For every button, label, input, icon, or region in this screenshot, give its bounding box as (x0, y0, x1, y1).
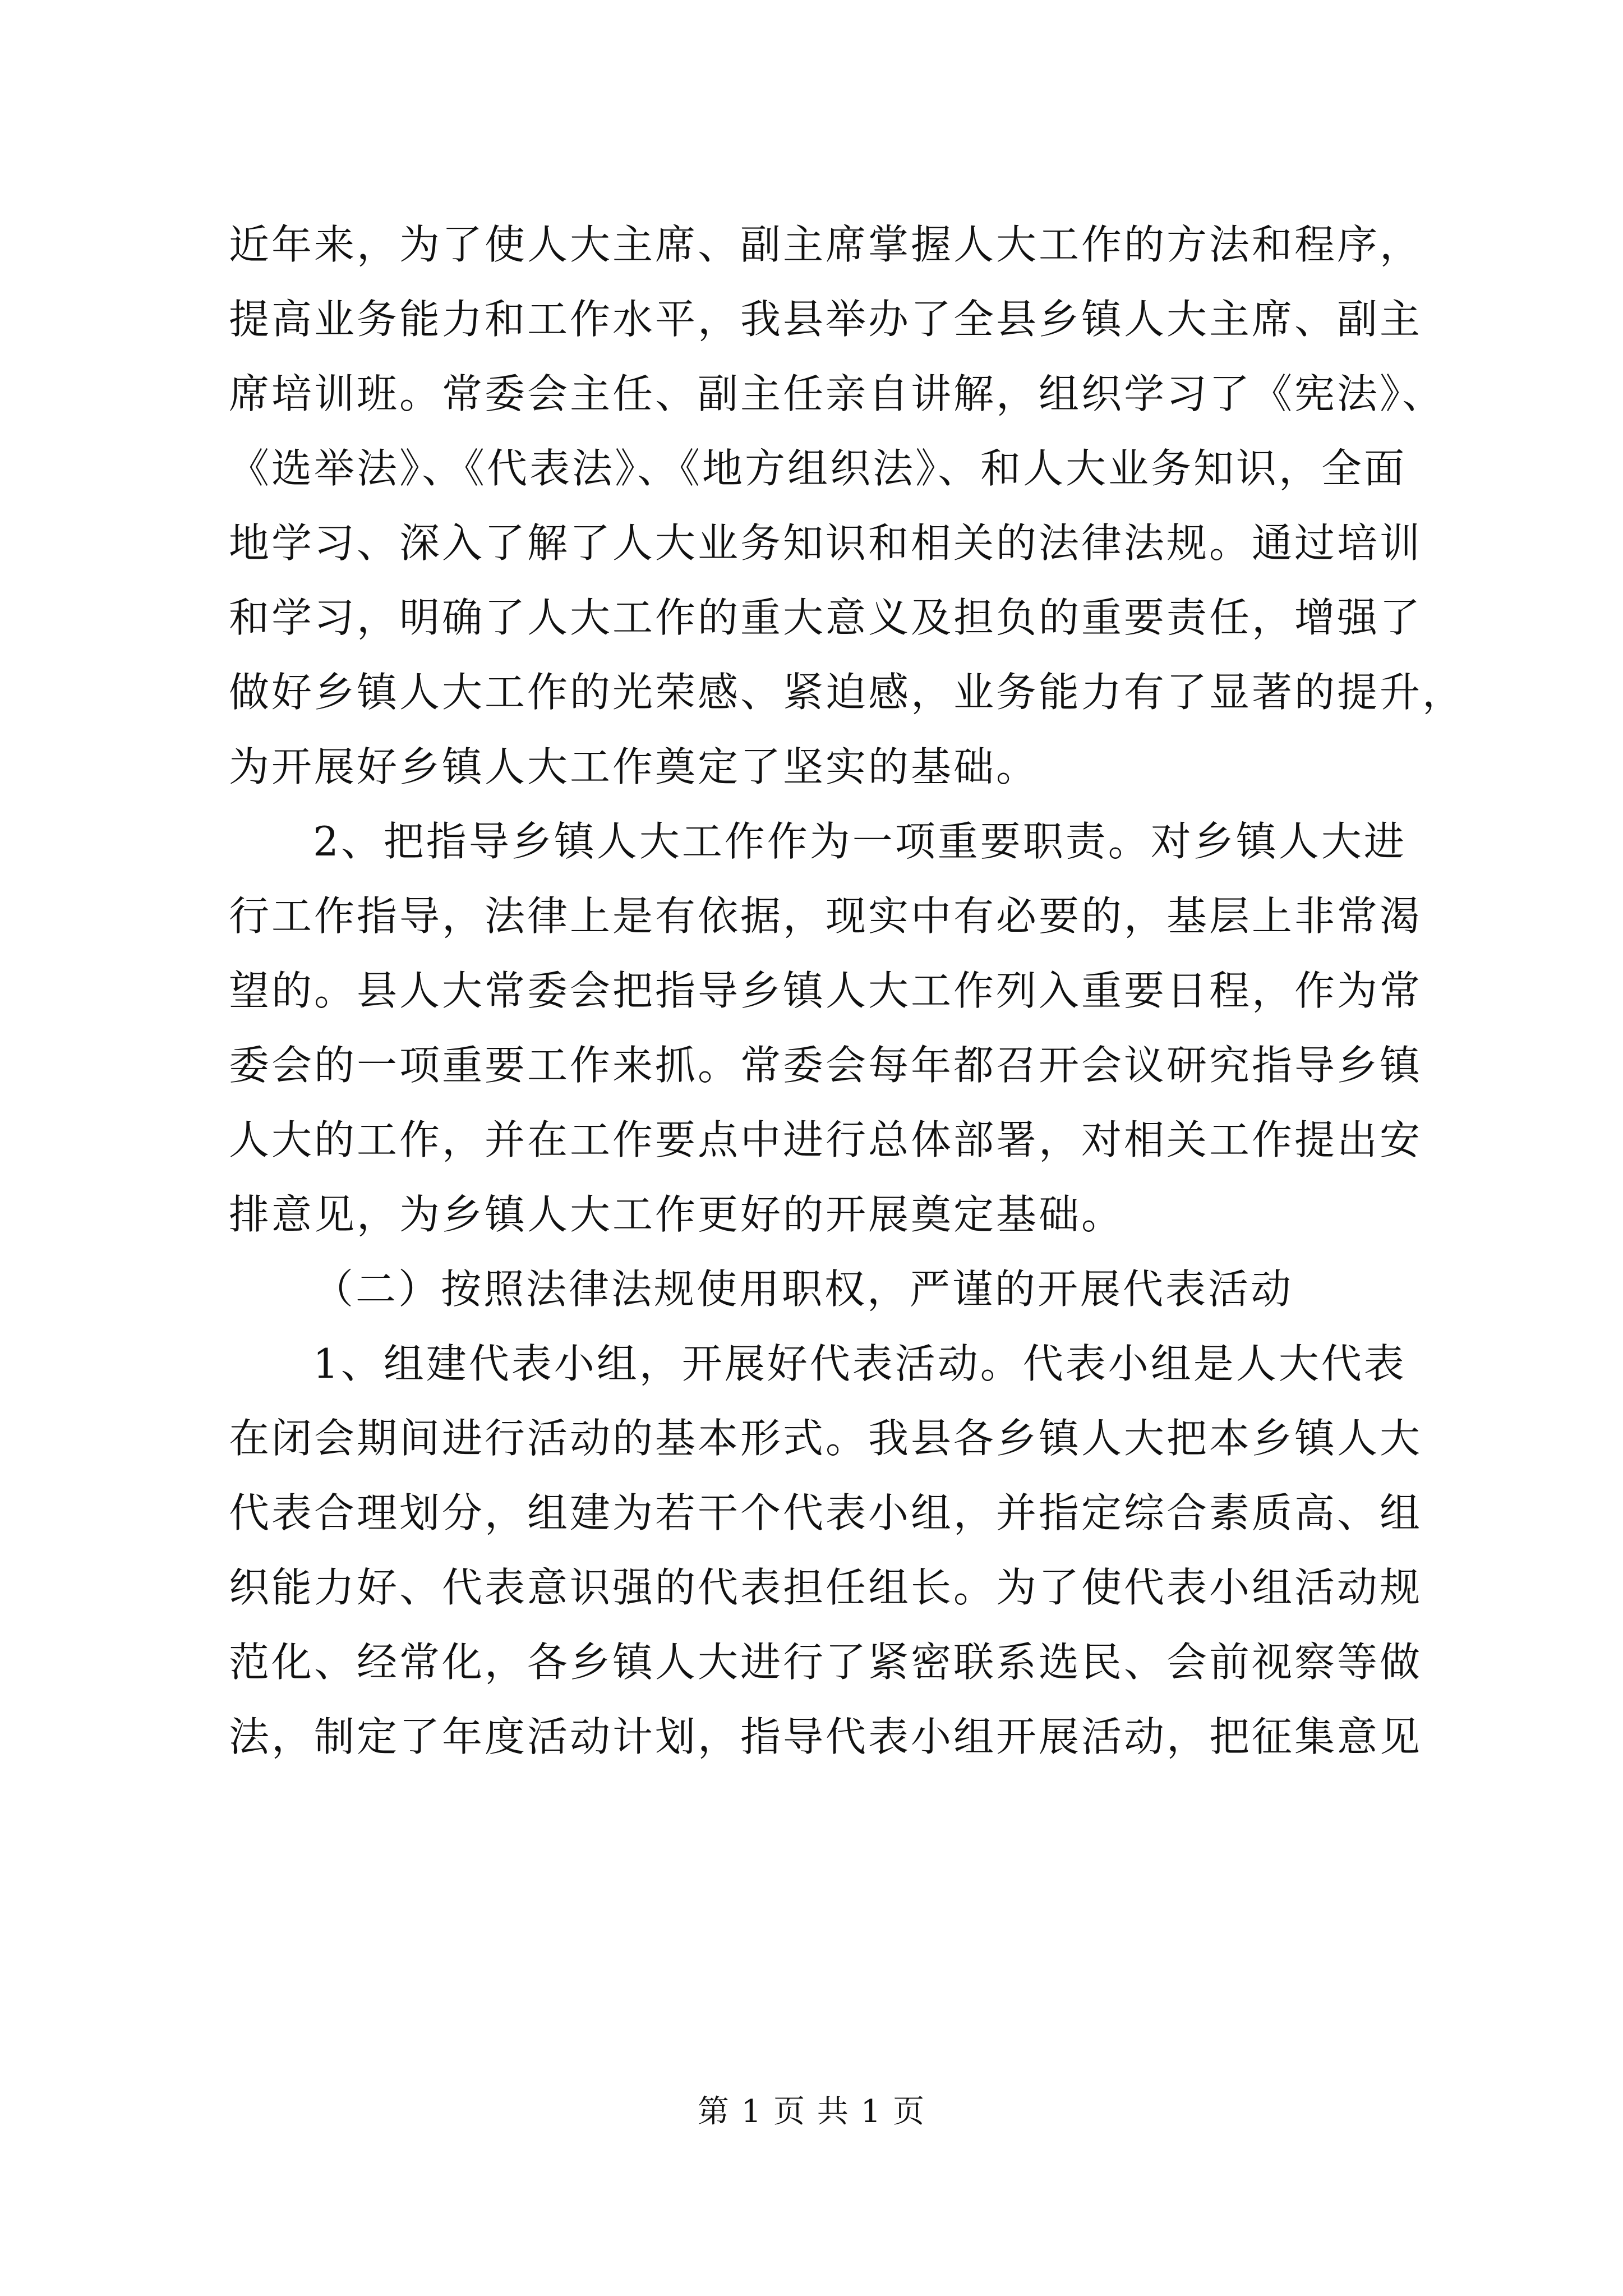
text-line: 提高业务能力和工作水平，我县举办了全县乡镇人大主席、副主 (229, 296, 1423, 343)
text-line: 排意见，为乡镇人大工作更好的开展奠定基础。 (229, 1191, 1124, 1238)
text-line: 法，制定了年度活动计划，指导代表小组开展活动，把征集意见 (229, 1713, 1423, 1760)
paragraph-start-line: 2、把指导乡镇人大工作作为一项重要职责。对乡镇人大进 (313, 818, 1407, 865)
text-line: 地学习、深入了解了人大业务知识和相关的法律法规。通过培训 (229, 519, 1423, 567)
text-line: 做好乡镇人大工作的光荣感、紧迫感，业务能力有了显著的提升， (229, 669, 1465, 716)
text-line: 织能力好、代表意识强的代表担任组长。为了使代表小组活动规 (229, 1564, 1423, 1611)
page-number-label: 第 1 页 共 1 页 (697, 2093, 926, 2130)
text-line: 和学习，明确了人大工作的重大意义及担负的重要责任，增强了 (229, 594, 1423, 641)
text-line: 行工作指导，法律上是有依据，现实中有必要的，基层上非常渴 (229, 892, 1423, 940)
document-body (229, 208, 1465, 1774)
text-line: 为开展好乡镇人大工作奠定了坚实的基础。 (229, 743, 1039, 790)
text-line: 《选举法》、《代表法》、《地方组织法》、和人大业务知识，全面 (229, 445, 1407, 492)
text-line: 人大的工作，并在工作要点中进行总体部署，对相关工作提出安 (229, 1116, 1423, 1163)
text-line: 范化、经常化，各乡镇人大进行了紧密联系选民、会前视察等做 (229, 1639, 1423, 1686)
text-line: 委会的一项重要工作来抓。常委会每年都召开会议研究指导乡镇 (229, 1042, 1423, 1089)
section-heading: （二）按照法律法规使用职权，严谨的开展代表活动 (313, 1266, 1294, 1313)
page-footer (0, 2087, 1623, 2132)
text-line: 近年来，为了使人大主席、副主席掌握人大工作的方法和程序， (229, 221, 1423, 268)
text-line: 代表合理划分，组建为若干个代表小组，并指定综合素质高、组 (229, 1489, 1423, 1536)
text-line: 望的。县人大常委会把指导乡镇人大工作列入重要日程，作为常 (229, 967, 1423, 1014)
paragraph-start-line: 1、组建代表小组，开展好代表活动。代表小组是人大代表 (313, 1340, 1407, 1387)
text-line: 席培训班。常委会主任、副主任亲自讲解，组织学习了《宪法》、 (229, 370, 1445, 417)
text-line: 在闭会期间进行活动的基本形式。我县各乡镇人大把本乡镇人大 (229, 1415, 1423, 1462)
